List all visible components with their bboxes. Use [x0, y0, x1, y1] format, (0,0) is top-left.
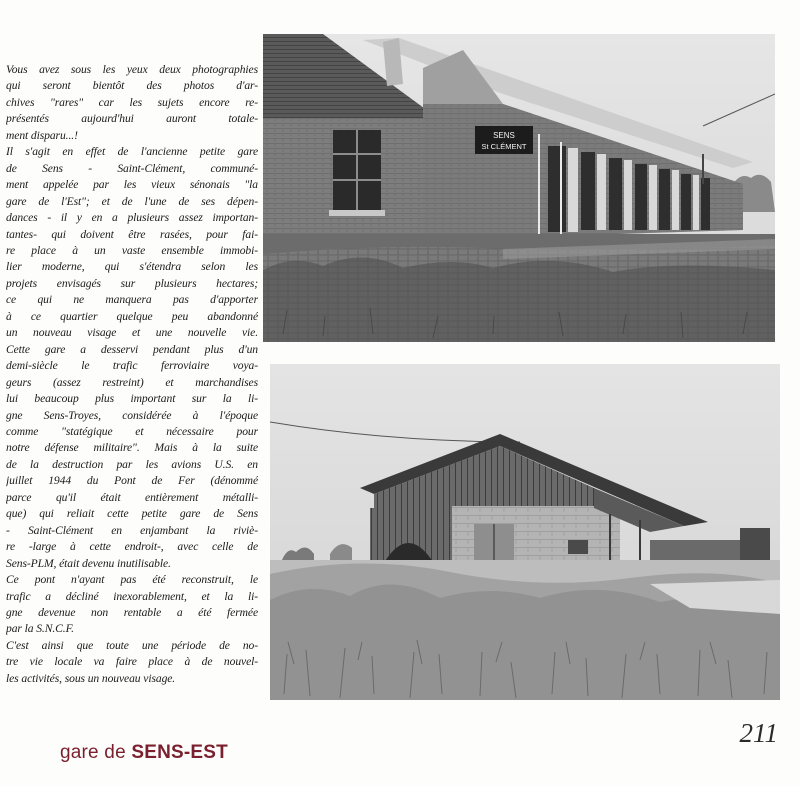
- article-line: tantes- qui doivent être rasées, pour fai-: [6, 227, 258, 241]
- article-line: que) qui reliait cette petite gare de Sens: [6, 507, 258, 521]
- article-line: de Sens - Saint-Clément, communé-: [6, 161, 258, 175]
- article-line: ce qui ne manquera pas d'apporter: [6, 293, 258, 307]
- goods-shed-photo: [270, 364, 780, 700]
- article-line: re -large à cette endroit-, avec celle de: [6, 540, 258, 554]
- article-line: juillet 1944 du Pont de Fer (dénommé: [6, 474, 258, 488]
- article-line: lier moderne, qui s'étendra selon les: [6, 260, 258, 274]
- station-photo: [263, 34, 775, 342]
- article-line: gare de l'Est"; et de l'une de ses dépen-: [6, 194, 258, 208]
- article-line: gne Sens-Troyes, considérée à l'époque: [6, 408, 258, 422]
- article-line: gne devenue non rentable a été fermée: [6, 605, 258, 619]
- article-line: - Saint-Clément en enjambant la riviè-: [6, 523, 258, 537]
- article-line: Il s'agit en effet de l'ancienne petite gare: [6, 145, 258, 159]
- article-line: un nouveau visage et une nouvelle vie.: [6, 326, 258, 340]
- article-line: Sens-PLM, était devenu inutilisable.: [6, 556, 171, 570]
- article-line: comme "statégique et nécessaire pour: [6, 424, 258, 438]
- article-line: qui seront bientôt des photos d'ar-: [6, 79, 258, 93]
- article-line: de la destruction par les avions U.S. en: [6, 457, 258, 471]
- article-line: présentés aujourd'hui auront totale-: [6, 112, 258, 126]
- article-line: chives "rares" car les sujets encore re-: [6, 95, 258, 109]
- caption-prefix: gare de: [60, 742, 132, 763]
- article-line: trafic a décliné inexorablement, et la li-: [6, 589, 258, 603]
- article-line: Ce pont n'ayant pas été reconstruit, le: [6, 573, 258, 587]
- article-line: Vous avez sous les yeux deux photographies: [6, 63, 258, 76]
- article-line: notre défense militaire". Mais à la suite: [6, 441, 258, 455]
- article-line: à ce quartier quelque peu abandonné: [6, 309, 258, 323]
- article-line: par la S.N.C.F.: [6, 622, 74, 636]
- article-line: re place à un vaste ensemble immobi-: [6, 243, 258, 257]
- page-caption: [60, 742, 228, 764]
- article-line: demi-siècle le trafic ferroviaire voya-: [6, 359, 258, 373]
- article-line: Cette gare a desservi pendant plus d'un: [6, 342, 258, 356]
- article-line: les activités, sous un nouveau visage.: [6, 671, 176, 685]
- caption-station-name: SENS-EST: [131, 742, 228, 763]
- article-line: ment appelée par les vieux sénonais "la: [6, 178, 258, 192]
- station-sign-line2: St CLÉMENT: [481, 142, 527, 151]
- article-line: parce qu'il était entièrement métalli-: [6, 490, 258, 504]
- article-line: lui beaucoup plus important sur la li-: [6, 392, 258, 406]
- article-line: dances - il y en a plusieurs assez importan-: [6, 211, 258, 225]
- station-sign-line1: SENS: [493, 131, 515, 140]
- article-line: projets envisagés sur plusieurs hectares;: [6, 276, 258, 290]
- article-text: [6, 62, 258, 687]
- article-line: geurs (assez restreint) et marchandises: [6, 375, 258, 389]
- article-line: tre vie locale va faire place à de nouvel-: [6, 655, 258, 669]
- article-line: ment disparu...!: [6, 128, 78, 142]
- article-line: C'est ainsi que toute une période de no-: [6, 638, 258, 652]
- page-number: 211: [739, 718, 778, 748]
